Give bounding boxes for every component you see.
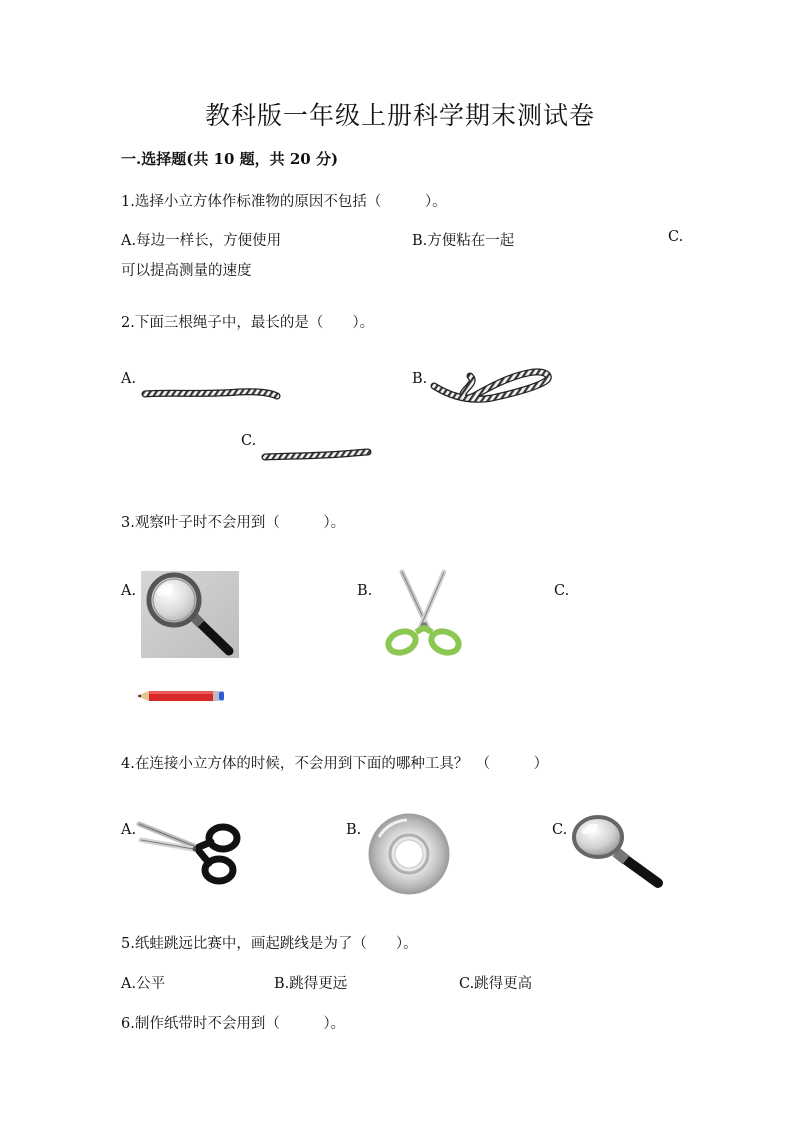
question-4-option-b[interactable]: B. [346, 822, 362, 838]
section-heading: 一.选择题(共 10 题，共 20 分) [121, 150, 339, 168]
black-scissors-image [137, 818, 241, 888]
question-5-stem: 5.纸蛙跳远比赛中，画起跳线是为了（ ）。 [121, 936, 418, 952]
short-rope-image [262, 446, 372, 462]
question-4-option-a[interactable]: A. [121, 822, 137, 838]
question-5-option-c[interactable]: C.跳得更高 [459, 976, 533, 992]
question-1-option-a[interactable]: A.每边一样长，方便使用 [121, 233, 282, 249]
question-5-option-b[interactable]: B.跳得更远 [274, 976, 348, 992]
tape-roll-image [367, 812, 451, 896]
page-title: 教科版一年级上册科学期末测试卷 [204, 101, 595, 130]
red-pencil-image [137, 688, 225, 704]
question-1-option-c[interactable]: C. [668, 229, 684, 245]
question-3-stem: 3.观察叶子时不会用到（ ）。 [121, 515, 346, 531]
question-1-stem: 1.选择小立方体作标准物的原因不包括（ ）。 [121, 194, 447, 210]
green-scissors-image [380, 570, 466, 658]
question-5-option-a[interactable]: A.公平 [121, 976, 166, 992]
question-3-option-a[interactable]: A. [121, 583, 137, 599]
question-4-stem: 4.在连接小立方体的时候，不会用到下面的哪种工具？ （ ） [121, 756, 549, 772]
looped-rope-image [430, 368, 554, 408]
question-3-option-b[interactable]: B. [357, 583, 373, 599]
magnifying-glass-image [141, 571, 239, 658]
question-4-option-c[interactable]: C. [552, 822, 568, 838]
magnifying-glass-c-image [572, 815, 664, 889]
question-2-option-b[interactable]: B. [412, 371, 428, 387]
question-3-option-c[interactable]: C. [554, 583, 570, 599]
question-1-option-c-continued: 可以提高测量的速度 [121, 263, 252, 279]
question-6-stem: 6.制作纸带时不会用到（ ）。 [121, 1016, 346, 1032]
question-2-stem: 2.下面三根绳子中，最长的是（ ）。 [121, 315, 375, 331]
question-2-option-c[interactable]: C. [241, 433, 257, 449]
question-1-option-b[interactable]: B.方便粘在一起 [412, 233, 515, 249]
question-2-option-a[interactable]: A. [121, 371, 137, 387]
straight-rope-image [143, 383, 279, 403]
